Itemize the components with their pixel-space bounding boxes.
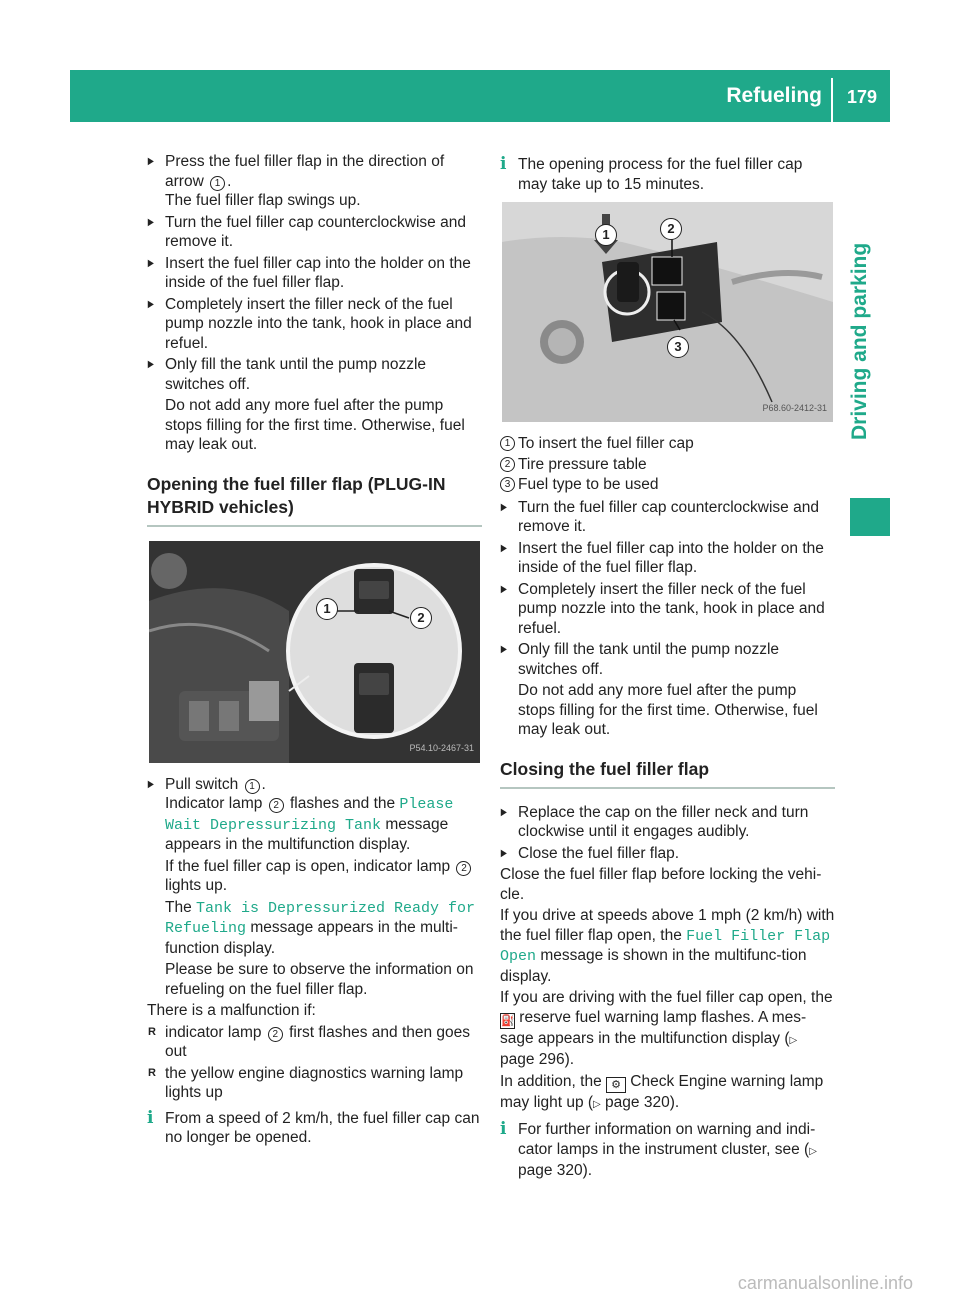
step-pull-switch — [147, 775, 482, 855]
note-text: In addition, the — [500, 1072, 606, 1090]
bullet-engine-lamp: R the yellow engine diagnostics warning lamp lights up — [147, 1064, 482, 1103]
note-close-before-lock: Close the fuel filler flap before locking the vehi-cle. — [500, 866, 822, 903]
legend-text: To insert the fuel filler cap — [518, 435, 694, 452]
step-close-flap: ▶ Close the fuel filler flap. — [500, 844, 835, 864]
indicator-text-end: message appears in the multifunction display. — [165, 815, 449, 853]
left-column — [147, 152, 482, 1152]
display-message-please-wait: Please Wait Depressurizing Tank — [165, 796, 454, 834]
note-text-end: page 320). — [600, 1093, 680, 1111]
malfunction-intro: There is a malfunction if: — [147, 1002, 316, 1019]
door-switch-illustration — [149, 541, 480, 763]
info-text: The opening process for the fuel filler cap may take up to 15 minutes. — [518, 156, 803, 193]
note-text-end: message is shown in the multifunc-tion display. — [500, 947, 807, 985]
header-bar — [70, 70, 890, 122]
legend-text: Tire pressure table — [518, 455, 647, 473]
note-check-engine — [500, 1072, 835, 1115]
bullet-indicator-flashes — [147, 1023, 482, 1062]
note-text-end: page 296). — [500, 1051, 575, 1068]
note-tank-depressurized — [147, 898, 482, 959]
note-observe-info: Please be sure to observe the information on refueling on the fuel filler flap. — [165, 961, 474, 998]
callout-marker: 2 — [268, 1027, 283, 1042]
note-text-end: message appears in the multi-function display. — [165, 919, 458, 957]
figure-code: P68.60-2412-31 — [762, 402, 827, 413]
step-text: Pull switch — [165, 775, 243, 793]
callout-marker: 2 — [269, 798, 284, 813]
note-no-more-fuel: Do not add any more fuel after the pump stops filling for the first time. Otherwise, fuel may leak out. — [518, 682, 818, 738]
info-opening-time — [500, 155, 835, 194]
figure-callout-1: 1 — [595, 224, 617, 246]
info-text: From a speed of 2 km/h, the fuel filler cap can no longer be opened. — [165, 1109, 480, 1146]
info-text-end: page 320). — [518, 1162, 593, 1179]
info-icon: i — [500, 1119, 507, 1139]
page-ref-arrow-icon: ▷ — [593, 1098, 601, 1110]
side-section-label: Driving and parking — [848, 242, 871, 440]
bullet-text: indicator lamp — [165, 1023, 266, 1041]
info-speed-limit — [147, 1109, 482, 1148]
note-drive-flap-open — [500, 906, 835, 986]
indicator-text: Indicator lamp — [165, 795, 267, 812]
fuel-flap-figure — [502, 202, 833, 422]
note-text-end: lights up. — [165, 877, 228, 894]
legend-item-1 — [500, 434, 835, 454]
callout-marker: 1 — [210, 176, 225, 191]
switch-panel-figure — [149, 541, 480, 763]
info-warning-lamps — [500, 1120, 835, 1181]
step-insert-cap: ▶ Insert the fuel filler cap into the holder on the inside of the fuel filler flap. — [500, 539, 835, 578]
display-message-flap-open: Fuel Filler Flap Open — [500, 927, 831, 965]
page-ref-arrow-icon: ▷ — [809, 1145, 817, 1157]
chapter-title: Refueling — [726, 84, 822, 107]
callout-marker: 3 — [500, 477, 515, 492]
indicator-text-mid: flashes and the — [285, 795, 400, 812]
step-fill-tank: ▶ Only fill the tank until the pump nozzle switches off. — [147, 355, 482, 394]
fuel-pump-icon: ⛽ — [501, 1014, 515, 1027]
header-divider — [831, 78, 833, 122]
watermark-footer: carmanualsonline.info — [737, 1273, 913, 1293]
figure-callout-2: 2 — [410, 607, 432, 629]
section-title-closing: Closing the fuel filler flap — [500, 758, 835, 789]
step-replace-cap: ▶ Replace the cap on the filler neck and turn clockwise until it engages audibly. — [500, 803, 835, 842]
info-text: For further information on warning and indi-cator lamps in the instrument cluster, see ( — [518, 1121, 816, 1158]
info-icon: i — [147, 1107, 154, 1128]
display-message-tank-ready: Tank is Depressurized Ready for Refueling — [165, 899, 476, 937]
step-note: The fuel filler flap swings up. — [165, 192, 361, 209]
legend-item-2 — [500, 455, 835, 475]
callout-marker: 1 — [245, 779, 260, 794]
callout-marker: 1 — [500, 436, 515, 451]
bullet-text-end: first flashes and then goes out — [165, 1023, 471, 1060]
step-text: Press the fuel filler flap in the direction of arrow — [165, 153, 445, 190]
side-tab-marker — [850, 498, 890, 536]
note-text-mid: Check Engine warning lamp may light up ( — [500, 1072, 824, 1111]
note-cap-open-driving — [500, 988, 835, 1070]
figure-callout-3: 3 — [667, 336, 689, 358]
note-text: The — [165, 898, 197, 916]
check-engine-icon: ⚙ — [606, 1077, 626, 1093]
note-cap-open — [147, 857, 482, 896]
step-insert-nozzle: ▶ Completely insert the filler neck of the fuel pump nozzle into the tank, hook in place and refuel. — [500, 580, 835, 639]
figure-callout-1: 1 — [316, 598, 338, 620]
step-text-end: . — [227, 172, 232, 190]
note-text: If you are driving with the fuel filler cap open, the — [500, 989, 833, 1006]
note-text: If the fuel filler cap is open, indicator lamp — [165, 857, 455, 875]
callout-marker: 2 — [500, 457, 515, 472]
step-insert-nozzle: ▶ Completely insert the filler neck of the fuel pump nozzle into the tank, hook in place and refuel. — [147, 295, 482, 354]
figure-callout-2: 2 — [660, 218, 682, 240]
step-insert-cap: ▶ Insert the fuel filler cap into the holder on the inside of the fuel filler flap. — [147, 254, 482, 293]
step-press-flap — [147, 152, 482, 211]
callout-marker: 2 — [456, 861, 471, 876]
step-fill-tank: ▶ Only fill the tank until the pump nozzle switches off. — [500, 640, 835, 679]
right-column — [500, 155, 835, 1185]
note-no-more-fuel: Do not add any more fuel after the pump stops filling for the first time. Otherwise, fuel may leak out. — [165, 397, 465, 453]
note-text: If you drive at speeds above 1 mph (2 km/h) with the fuel filler flap open, the — [500, 907, 835, 944]
info-icon: i — [500, 154, 507, 174]
section-title-opening: Opening the fuel filler flap (PLUG-IN HYBRID vehicles) — [147, 473, 482, 527]
step-text-end: . — [261, 775, 266, 793]
page-number: 179 — [846, 87, 878, 107]
figure-code: P54.10-2467-31 — [409, 743, 474, 753]
legend-item-3 — [500, 475, 835, 495]
page-ref-arrow-icon: ▷ — [789, 1034, 798, 1046]
note-text-mid: reserve fuel warning lamp flashes. A mes-sage appears in the multifunction display ( — [500, 1008, 807, 1047]
step-turn-cap: ▶ Turn the fuel filler cap counterclockwise and remove it. — [147, 213, 482, 252]
legend-text: Fuel type to be used — [518, 476, 659, 493]
step-turn-cap: ▶ Turn the fuel filler cap counterclockwise and remove it. — [500, 498, 835, 537]
